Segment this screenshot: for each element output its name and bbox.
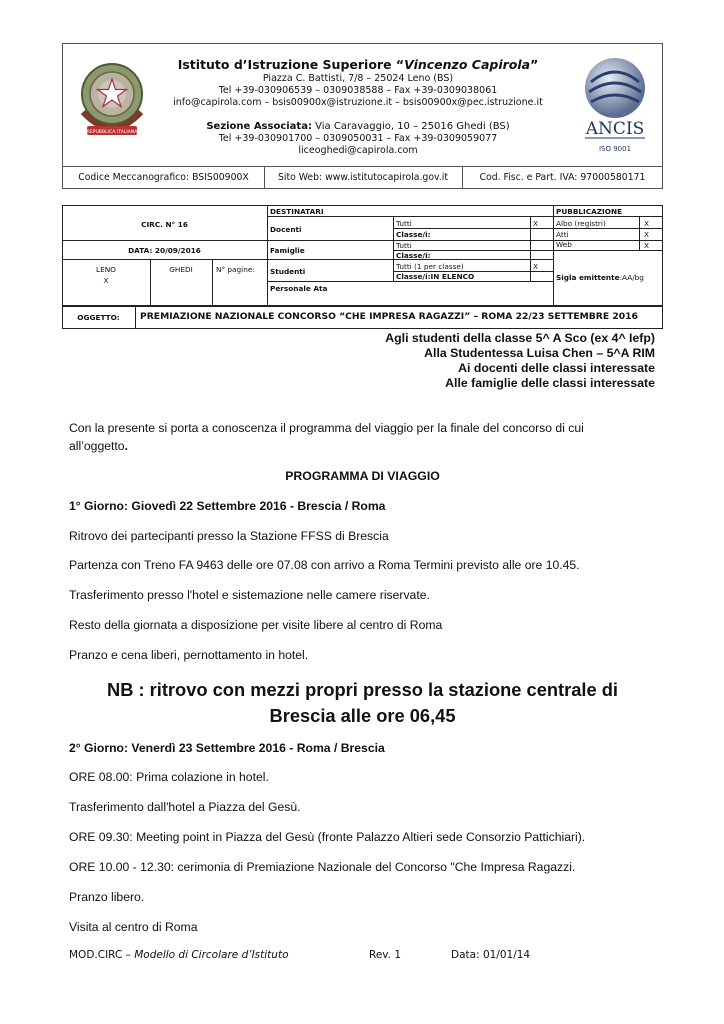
recipient-line: Alla Studentessa Luisa Chen – 5^A RIM <box>424 346 655 360</box>
branch-address: Sezione Associata: Via Caravaggio, 10 – 25016 Ghedi (BS) <box>206 121 510 132</box>
oggetto-text: PREMIAZIONE NAZIONALE CONCORSO “CHE IMPRESA RAGAZZI” – ROMA 22/23 SETTEMBRE 2016 <box>140 311 638 322</box>
footer-date: Data: 01/01/14 <box>451 949 531 961</box>
day1-item: Ritrovo dei partecipanti presso la Stazione FFSS di Brescia <box>69 529 389 543</box>
studenti-classe: Classe/i:IN ELENCO <box>396 272 475 281</box>
famiglie-label: Famiglie <box>270 246 305 255</box>
day1-title: 1° Giorno: Giovedì 22 Settembre 2016 - Brescia / Roma <box>69 499 386 513</box>
school-code: Codice Meccanografico: BSIS00900X <box>78 172 249 183</box>
day1-item: Pranzo e cena liberi, pernottamento in hotel. <box>69 648 309 662</box>
program-title: PROGRAMMA DI VIAGGIO <box>285 469 440 483</box>
ghedi-label: GHEDI <box>169 265 193 274</box>
recipient-line: Alle famiglie delle classi interessate <box>445 376 655 390</box>
footer-module: MOD.CIRC – Modello di Circolare d’Istituto <box>69 949 289 961</box>
ancis-iso-logo-icon <box>577 52 653 160</box>
leno-label: LENO <box>96 265 116 274</box>
branch-phones: Tel +39-030901700 – 0309050031 – Fax +39-0309059077 <box>218 133 498 144</box>
circ-number: CIRC. N° 16 <box>141 220 188 229</box>
circ-date: DATA: 20/09/2016 <box>128 246 201 255</box>
oggetto-label: OGGETTO: <box>77 313 120 322</box>
day2-item: Visita al centro di Roma <box>69 920 198 934</box>
circular-info-table <box>62 205 663 330</box>
studenti-mark: X <box>533 262 538 271</box>
intro-line-1: Con la presente si porta a conoscenza il programma del viaggio per la finale del concorso di cui <box>69 421 584 435</box>
day1-item: Trasferimento presso l'hotel e sistemazione nelle camere riservate. <box>69 588 430 602</box>
footer-revision: Rev. 1 <box>369 949 402 961</box>
studenti-label: Studenti <box>270 267 306 276</box>
school-title: Istituto d’Istruzione Superiore “Vincenzo Capirola” <box>177 57 539 72</box>
day1-item: Resto della giornata a disposizione per visite libere al centro di Roma <box>69 618 443 632</box>
albo-label: Albo (registri) <box>556 219 606 228</box>
leno-mark: X <box>103 276 109 285</box>
school-address: Piazza C. Battisti, 7/8 – 25024 Leno (BS) <box>262 73 454 84</box>
recipient-line: Ai docenti delle classi interessate <box>458 361 655 375</box>
albo-mark: X <box>644 219 649 228</box>
famiglie-classe: Classe/i: <box>396 251 431 260</box>
day2-item: ORE 08.00: Prima colazione in hotel. <box>69 770 269 784</box>
sigla-emittente: Sigla emittente:AA/bg <box>556 273 644 282</box>
atti-label: Atti <box>556 230 569 239</box>
day2-item: ORE 10.00 - 12.30: cerimonia di Premiazione Nazionale del Concorso "Che Impresa Ragazzi. <box>69 860 576 874</box>
personale-label: Personale Ata <box>270 284 328 293</box>
nb-line-1: NB : ritrovo con mezzi propri presso la stazione centrale di <box>107 679 618 700</box>
italian-republic-emblem-icon <box>75 52 149 144</box>
docenti-label: Docenti <box>270 225 302 234</box>
docenti-tutti: Tutti <box>396 219 412 228</box>
docenti-classe: Classe/i: <box>396 230 431 239</box>
school-website[interactable]: Sito Web: www.istitutocapirola.gov.it <box>278 172 448 183</box>
day2-item: Trasferimento dall'hotel a Piazza del Gesù. <box>69 800 301 814</box>
tax-code: Cod. Fisc. e Part. IVA: 97000580171 <box>479 172 646 183</box>
destinatari-heading: DESTINATARI <box>270 207 324 216</box>
web-label: Web <box>556 240 572 249</box>
day2-item: ORE 09.30: Meeting point in Piazza del Gesù (fronte Palazzo Altieri sede Consorzio Pattichiari). <box>69 830 586 844</box>
famiglie-tutti: Tutti <box>396 241 412 250</box>
web-mark: X <box>644 241 649 250</box>
day2-item: Pranzo libero. <box>69 890 145 904</box>
day2-title: 2° Giorno: Venerdì 23 Settembre 2016 - Roma / Brescia <box>69 741 385 755</box>
emblem-text: REPUBBLICA ITALIANA <box>86 130 138 135</box>
letterhead <box>62 43 663 189</box>
school-emails: info@capirola.com – bsis00900x@istruzione.it – bsis00900x@pec.istruzione.it <box>173 97 543 108</box>
intro-line-2: all’oggetto. <box>69 439 128 453</box>
nb-line-2: Brescia alle ore 06,45 <box>269 705 456 726</box>
day1-item: Partenza con Treno FA 9463 delle ore 07.08 con arrivo a Roma Termini previsto alle ore 10.45. <box>69 558 580 572</box>
pages-label: N° pagine: <box>216 265 255 274</box>
pubblicazione-heading: PUBBLICAZIONE <box>556 207 623 216</box>
branch-email: liceoghedi@capirola.com <box>298 145 418 156</box>
school-phones: Tel +39-030906539 – 0309038588 – Fax +39-0309038061 <box>218 85 498 96</box>
docenti-mark: X <box>533 219 538 228</box>
nb-note <box>62 677 663 729</box>
ancis-text: ANCIS <box>585 119 645 139</box>
atti-mark: X <box>644 230 649 239</box>
iso-text: ISO 9001 <box>598 145 632 153</box>
recipient-line: Agli studenti della classe 5^ A Sco (ex 4^ Iefp) <box>385 331 655 345</box>
studenti-tutti: Tutti (1 per classe) <box>396 262 464 271</box>
